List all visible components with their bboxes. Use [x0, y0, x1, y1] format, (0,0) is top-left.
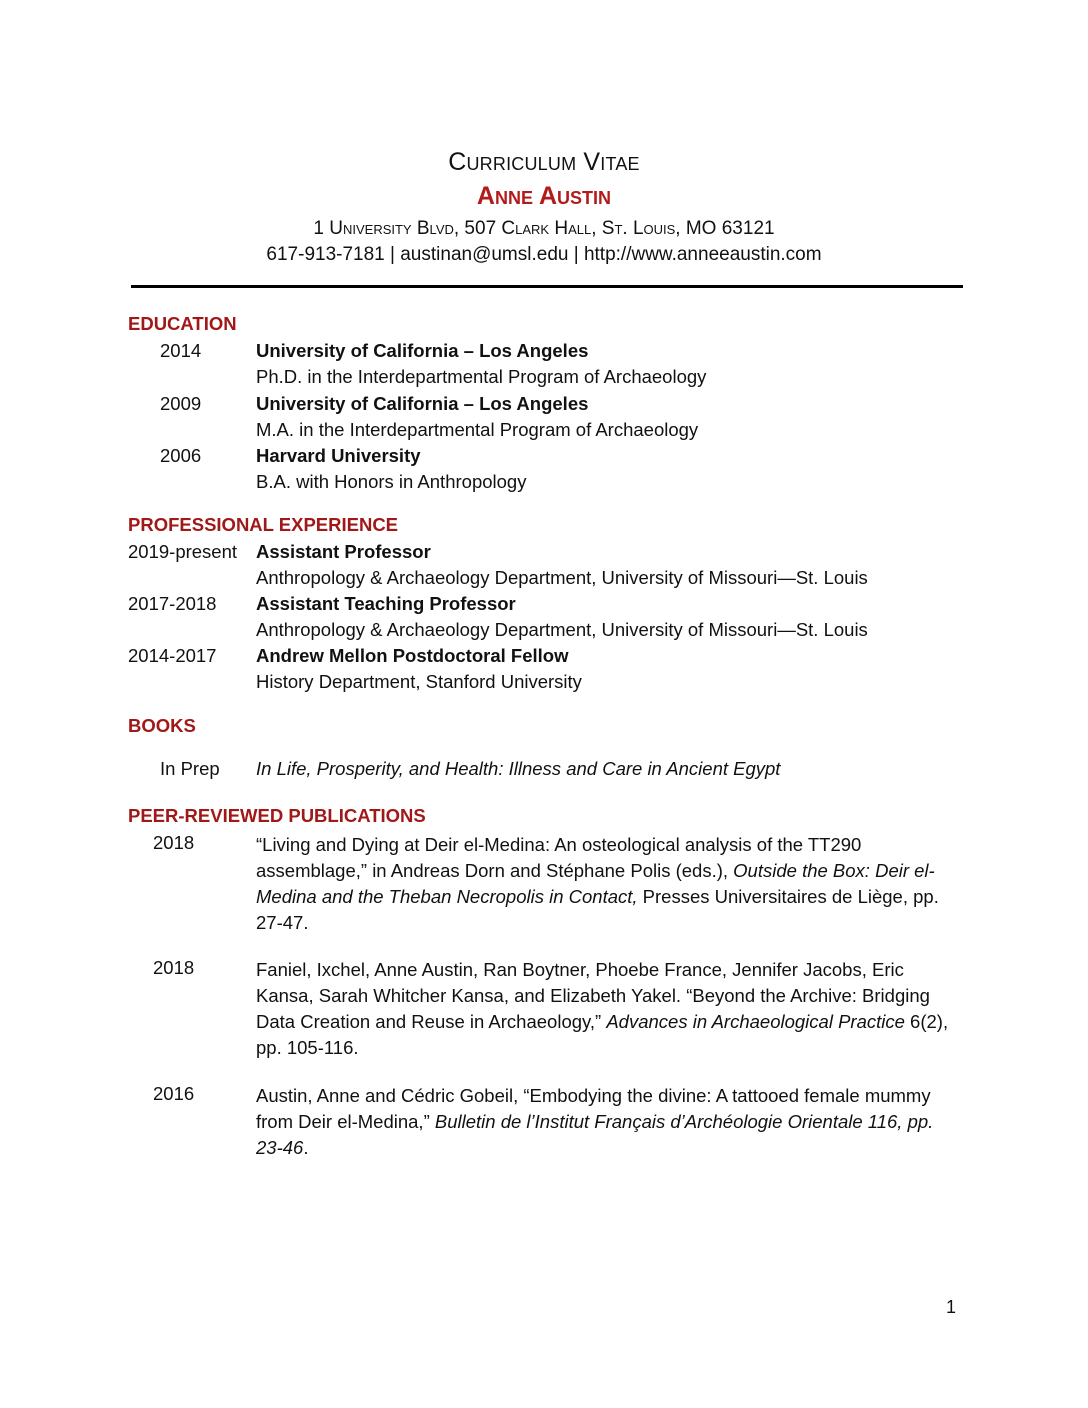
education-year: 2006 [160, 445, 202, 466]
publication-citation [256, 1083, 956, 1161]
experience-department: Anthropology & Archaeology Department, University of Missouri—St. Louis [256, 567, 868, 588]
experience-years: 2014-2017 [128, 645, 217, 666]
experience-department: Anthropology & Archaeology Department, University of Missouri—St. Louis [256, 619, 868, 640]
experience-position: Andrew Mellon Postdoctoral Fellow [256, 645, 569, 666]
education-degree: M.A. in the Interdepartmental Program of Archaeology [256, 419, 699, 440]
contact-line: 617-913-7181 | austinan@umsl.edu | http://www.anneeaustin.com [266, 244, 822, 265]
citation-text: Austin, Anne and Cédric Gobeil, “Embodying the divine: A tattooed female mummy from Deir el-Medina,” [256, 1085, 931, 1132]
citation-text: Faniel, Ixchel, Anne Austin, Ran Boytner, Phoebe France, Jennifer Jacobs, Eric Kansa, Sarah Whitcher Kansa, and Elizabeth Yakel. “Beyond the Archive: Bridging Data Creation and Reuse in Archaeology,” [256, 959, 930, 1032]
page-number: 1 [946, 1297, 957, 1317]
education-institution: University of California – Los Angeles [256, 340, 589, 361]
citation-text: “Living and Dying at Deir el-Medina: An osteological analysis of the TT290 assemblage,” in Andreas Dorn and Stéphane Polis (eds.), [256, 834, 862, 881]
citation-venue: Bulletin de l’Institut Français d’Archéologie Orientale 116, pp. 23-46 [256, 1111, 934, 1158]
experience-position: Assistant Professor [256, 541, 431, 562]
experience-years: 2017-2018 [128, 593, 217, 614]
education-degree: B.A. with Honors in Anthropology [256, 471, 527, 492]
citation-text: Presses Universitaires de Liège, pp. 27-47. [256, 886, 939, 933]
publication-citation [256, 957, 956, 1061]
publications-heading: PEER-REVIEWED PUBLICATIONS [128, 805, 426, 826]
book-title: In Life, Prosperity, and Health: Illness and Care in Ancient Egypt [256, 758, 781, 779]
publication-year: 2018 [153, 957, 195, 978]
publication-year: 2018 [153, 832, 195, 853]
address: 1 University Blvd, 507 Clark Hall, St. Louis, MO 63121 [313, 218, 775, 239]
header-divider [131, 285, 963, 288]
citation-venue: Outside the Box: Deir el-Medina and the Theban Necropolis in Contact, [256, 860, 935, 907]
citation-text: 6(2), pp. 105-116. [256, 1011, 949, 1058]
document-title: Curriculum Vitae [448, 148, 640, 176]
publication-year: 2016 [153, 1083, 195, 1104]
education-year: 2009 [160, 393, 202, 414]
education-institution: University of California – Los Angeles [256, 393, 589, 414]
education-year: 2014 [160, 340, 202, 361]
books-heading: BOOKS [128, 715, 196, 736]
citation-venue: Advances in Archaeological Practice [606, 1011, 905, 1032]
education-heading: EDUCATION [128, 313, 237, 334]
education-degree: Ph.D. in the Interdepartmental Program of Archaeology [256, 366, 707, 387]
experience-years: 2019-present [128, 541, 238, 562]
citation-text: . [303, 1137, 309, 1158]
publication-citation [256, 832, 956, 936]
experience-department: History Department, Stanford University [256, 671, 582, 692]
experience-position: Assistant Teaching Professor [256, 593, 516, 614]
education-institution: Harvard University [256, 445, 421, 466]
book-status: In Prep [160, 758, 220, 779]
experience-heading: PROFESSIONAL EXPERIENCE [128, 514, 399, 535]
author-name: Anne Austin [476, 182, 612, 210]
